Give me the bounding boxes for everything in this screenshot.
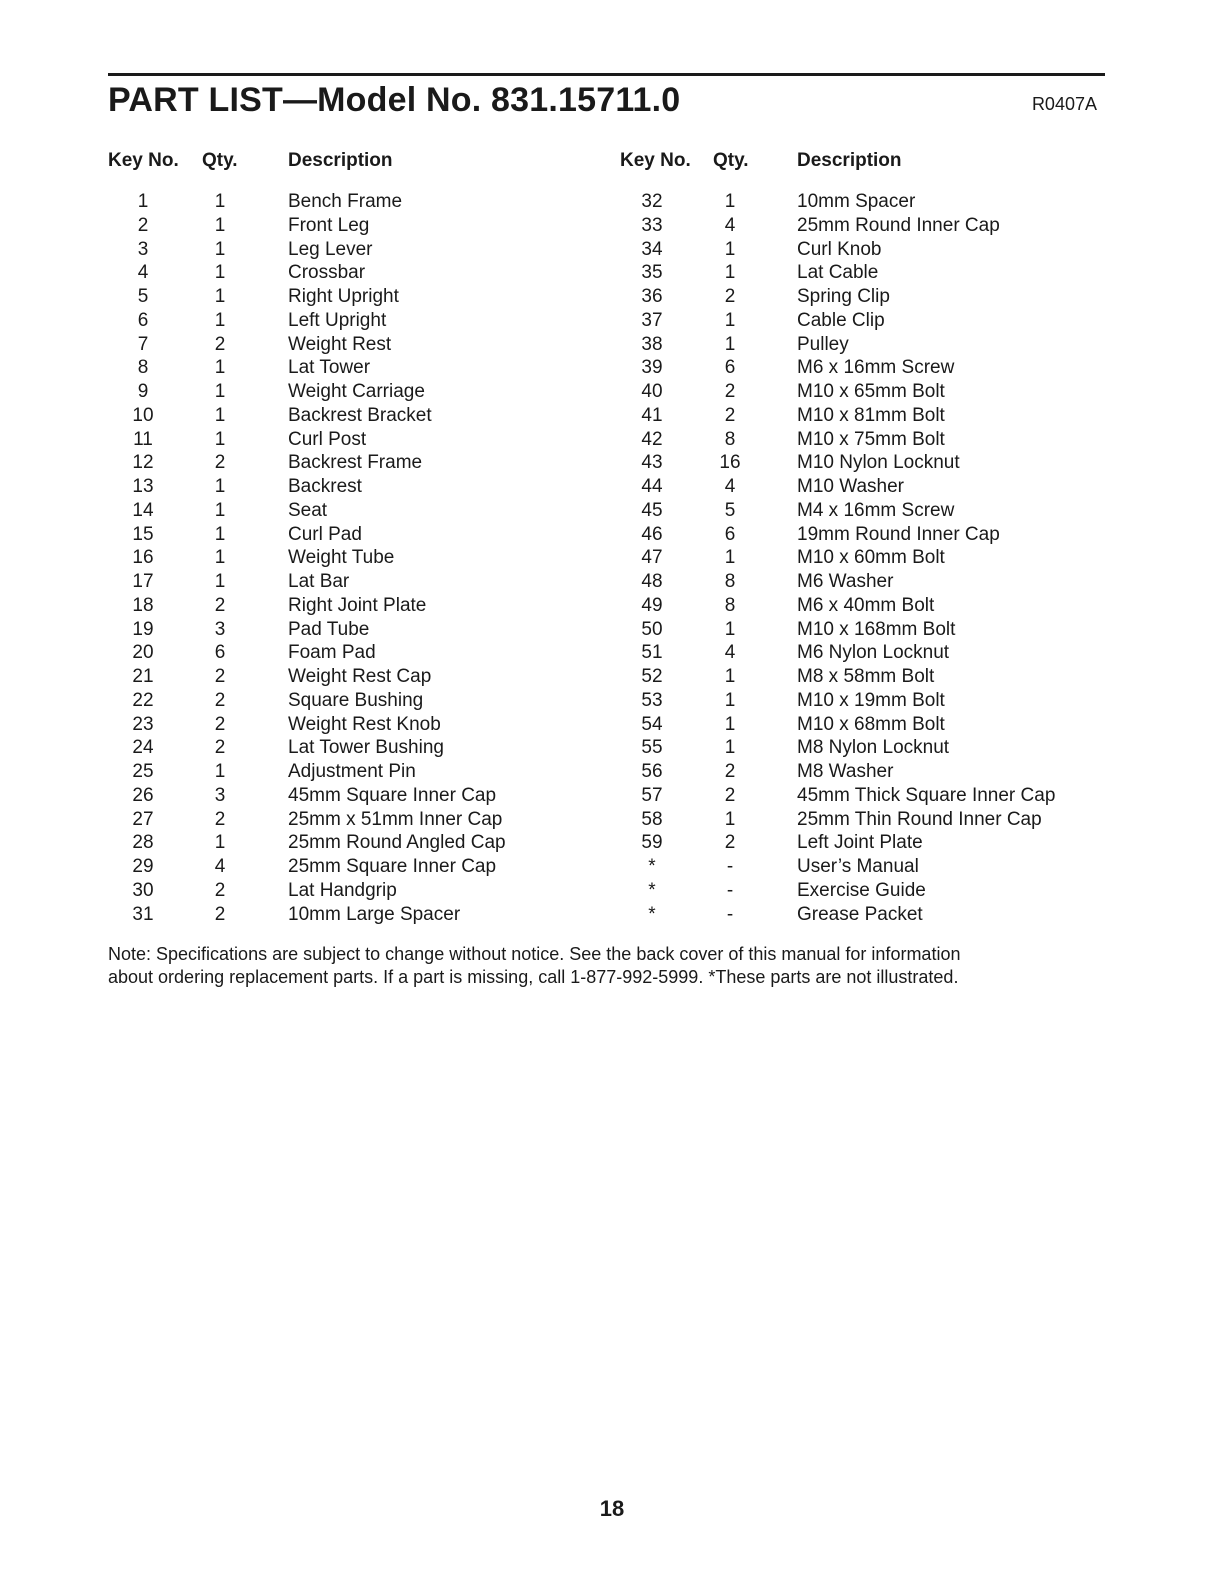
part-qty: 2 [724,784,736,806]
part-qty: 1 [724,737,736,759]
part-description: M8 Nylon Locknut [797,737,950,759]
part-key-no: 9 [137,381,149,402]
part-key-no: 6 [137,309,149,331]
part-key-no: * [648,903,656,925]
part-description: Left Upright [288,309,387,331]
part-key-no: 10 [132,404,154,426]
part-key-no: 17 [132,571,154,592]
part-description: M6 x 16mm Screw [797,357,955,379]
part-qty: 1 [724,547,736,569]
part-description: Curl Post [288,428,367,450]
part-description: M10 Washer [797,476,904,497]
part-qty: 2 [724,286,736,307]
part-qty: 5 [724,499,736,521]
part-qty: - [726,903,734,925]
part-key-no: 55 [641,737,663,759]
part-description: Pad Tube [288,618,370,640]
part-qty: 1 [214,262,226,284]
part-qty: 2 [724,381,736,402]
part-description: Backrest Frame [288,452,423,474]
part-key-no: 49 [641,594,663,616]
part-description: Lat Tower Bushing [288,737,444,759]
part-qty: 1 [724,309,736,331]
part-description: 25mm Round Inner Cap [797,214,1000,236]
part-key-no: 56 [641,761,663,782]
part-description: Weight Rest Cap [288,666,432,687]
part-qty: 2 [724,761,736,782]
part-qty: 1 [214,286,226,307]
part-key-no: 25 [132,761,154,782]
part-qty: 2 [214,903,226,925]
part-qty: 8 [724,571,736,592]
part-description: Weight Rest [288,333,392,355]
part-qty: 6 [724,523,736,545]
part-description: M10 x 168mm Bolt [797,618,956,640]
part-description: Lat Bar [288,571,350,592]
part-description: 10mm Spacer [797,191,916,212]
part-description: Foam Pad [288,642,376,664]
part-description: Square Bushing [288,689,424,711]
part-key-no: 3 [137,238,149,260]
part-key-no: 22 [132,689,154,711]
part-key-no: 59 [641,832,663,854]
part-qty: 1 [214,761,226,782]
part-key-no: 19 [132,618,154,640]
part-qty: 1 [724,666,736,687]
part-key-no: 43 [641,452,663,474]
reference-code: R0407A [1031,94,1097,114]
part-qty: 1 [214,309,226,331]
qty-header: Qty. [202,150,238,171]
part-description: Lat Handgrip [288,879,397,901]
part-key-no: 53 [641,689,663,711]
part-key-no: 4 [137,262,149,284]
part-qty: 2 [214,666,226,687]
part-qty: 1 [724,618,736,640]
part-key-no: 46 [641,523,663,545]
part-qty: 3 [214,618,226,640]
part-qty: 4 [724,642,736,664]
part-qty: 4 [724,214,736,236]
part-key-no: 51 [641,642,663,664]
part-qty: 6 [724,357,736,379]
part-key-no: 39 [641,357,663,379]
part-description: Weight Rest Knob [288,713,441,735]
part-description: Left Joint Plate [797,832,923,854]
key-no-header: Key No. [620,150,691,171]
part-description: M10 x 75mm Bolt [797,428,945,450]
part-description: M6 x 40mm Bolt [797,594,935,616]
part-key-no: 12 [132,452,154,474]
part-qty: 2 [214,689,226,711]
part-description: M8 Washer [797,761,894,782]
part-description: M10 x 65mm Bolt [797,381,945,402]
part-key-no: 29 [132,856,154,877]
part-qty: 1 [214,191,226,212]
part-description: M10 x 60mm Bolt [797,547,945,569]
part-description: Lat Tower [288,357,371,379]
part-description: Backrest [288,476,362,497]
part-description: 19mm Round Inner Cap [797,523,1000,545]
part-qty: 1 [724,689,736,711]
part-key-no: 23 [132,713,154,735]
part-description: M10 x 19mm Bolt [797,689,945,711]
part-key-no: 34 [641,238,663,260]
part-qty: 2 [214,713,226,735]
part-description: M6 Nylon Locknut [797,642,950,664]
part-qty: 1 [724,713,736,735]
page-title: PART LIST—Model No. 831.15711.0 [108,81,681,119]
part-qty: 1 [214,499,226,521]
part-key-no: 35 [641,262,663,284]
part-description: Pulley [797,333,849,355]
part-qty: 1 [724,191,736,212]
part-qty: 1 [214,381,226,402]
part-qty: 2 [724,832,736,854]
part-description: 45mm Square Inner Cap [288,784,497,806]
part-description: Exercise Guide [797,879,926,901]
part-key-no: 32 [641,191,663,212]
part-qty: 4 [724,476,736,497]
part-qty: - [726,879,734,901]
part-description: Bench Frame [288,191,403,212]
part-key-no: 1 [137,191,149,212]
part-qty: 16 [719,452,741,474]
part-description: Cable Clip [797,309,885,331]
part-qty: 4 [214,856,226,877]
part-key-no: 52 [641,666,663,687]
part-description: M6 Washer [797,571,894,592]
part-description: Right Upright [288,286,399,307]
part-key-no: 26 [132,784,154,806]
part-key-no: 16 [132,547,154,569]
part-key-no: 30 [132,879,154,901]
part-key-no: 40 [641,381,663,402]
part-key-no: * [648,856,656,877]
part-description: Curl Pad [288,523,362,545]
part-key-no: 15 [132,523,154,545]
part-description: Weight Tube [288,547,395,569]
part-key-no: 44 [641,476,663,497]
part-qty: 2 [214,594,226,616]
part-description: Right Joint Plate [288,594,427,616]
part-qty: 1 [214,476,226,497]
part-qty: 2 [214,452,226,474]
part-qty: 1 [214,357,226,379]
part-key-no: 28 [132,832,154,854]
part-qty: 2 [214,879,226,901]
part-description: Leg Lever [288,238,373,260]
part-key-no: 48 [641,571,663,592]
part-key-no: 31 [132,903,154,925]
part-key-no: 27 [132,808,154,830]
part-qty: 3 [214,784,226,806]
part-qty: 1 [724,262,736,284]
title-rule [108,73,1105,76]
part-key-no: 37 [641,309,663,331]
part-key-no: 8 [137,357,149,379]
part-qty: 1 [724,333,736,355]
part-description: 25mm Square Inner Cap [288,856,497,877]
part-description: Weight Carriage [288,381,425,402]
part-qty: 1 [724,238,736,260]
part-qty: 1 [214,428,226,450]
part-qty: 1 [214,404,226,426]
part-description: M10 Nylon Locknut [797,452,960,474]
part-qty: 2 [724,404,736,426]
part-description: Curl Knob [797,238,882,260]
part-description: Front Leg [288,214,370,236]
part-qty: 8 [724,594,736,616]
part-key-no: 57 [641,784,663,806]
part-key-no: 13 [132,476,154,497]
part-key-no: 14 [132,499,154,521]
part-description: M10 x 81mm Bolt [797,404,945,426]
part-description: Lat Cable [797,262,879,284]
part-key-no: 7 [137,333,149,355]
part-key-no: 41 [641,404,663,426]
qty-header: Qty. [713,150,749,171]
part-qty: 1 [214,523,226,545]
description-header: Description [797,150,902,171]
part-description: Grease Packet [797,903,923,925]
part-key-no: 47 [641,547,663,569]
part-qty: 2 [214,808,226,830]
key-no-header: Key No. [108,150,179,171]
part-key-no: 5 [137,286,149,307]
part-description: M4 x 16mm Screw [797,499,955,521]
note-line: about ordering replacement parts. If a part is missing, call 1-877-992-5999. *These parts are not illustrated. [108,967,959,987]
part-key-no: 42 [641,428,663,450]
part-key-no: 36 [641,286,663,307]
part-description: 25mm Thin Round Inner Cap [797,808,1042,830]
part-qty: 1 [214,547,226,569]
part-key-no: 33 [641,214,663,236]
part-description: Adjustment Pin [288,761,416,782]
part-description: Crossbar [288,262,366,284]
part-qty: 8 [724,428,736,450]
note-line: Note: Specifications are subject to change without notice. See the back cover of this manual for information [108,944,961,964]
part-qty: 1 [214,238,226,260]
part-description: Seat [288,499,328,521]
part-description: 25mm x 51mm Inner Cap [288,808,503,830]
part-qty: 6 [214,642,226,664]
part-key-no: 38 [641,333,663,355]
part-key-no: 54 [641,713,663,735]
part-description: Spring Clip [797,286,890,307]
part-qty: 1 [214,571,226,592]
part-key-no: 18 [132,594,154,616]
part-key-no: 11 [133,428,153,450]
part-key-no: * [648,879,656,901]
part-description: Backrest Bracket [288,404,432,426]
part-qty: 2 [214,737,226,759]
part-description: User’s Manual [797,856,919,877]
part-qty: 2 [214,333,226,355]
part-key-no: 50 [641,618,663,640]
part-qty: 1 [214,832,226,854]
part-description: M8 x 58mm Bolt [797,666,935,687]
part-key-no: 58 [641,808,663,830]
part-key-no: 24 [132,737,154,759]
part-description: 45mm Thick Square Inner Cap [797,784,1056,806]
part-description: M10 x 68mm Bolt [797,713,945,735]
description-header: Description [288,150,393,171]
note-text [108,943,1108,989]
part-qty: 1 [214,214,226,236]
part-description: 10mm Large Spacer [288,903,461,925]
part-key-no: 2 [137,214,149,236]
part-key-no: 20 [132,642,154,664]
part-description: 25mm Round Angled Cap [288,832,506,854]
part-qty: - [726,856,734,877]
part-qty: 1 [724,808,736,830]
part-key-no: 21 [132,666,154,687]
page-number: 18 [599,1496,625,1521]
part-key-no: 45 [641,499,663,521]
